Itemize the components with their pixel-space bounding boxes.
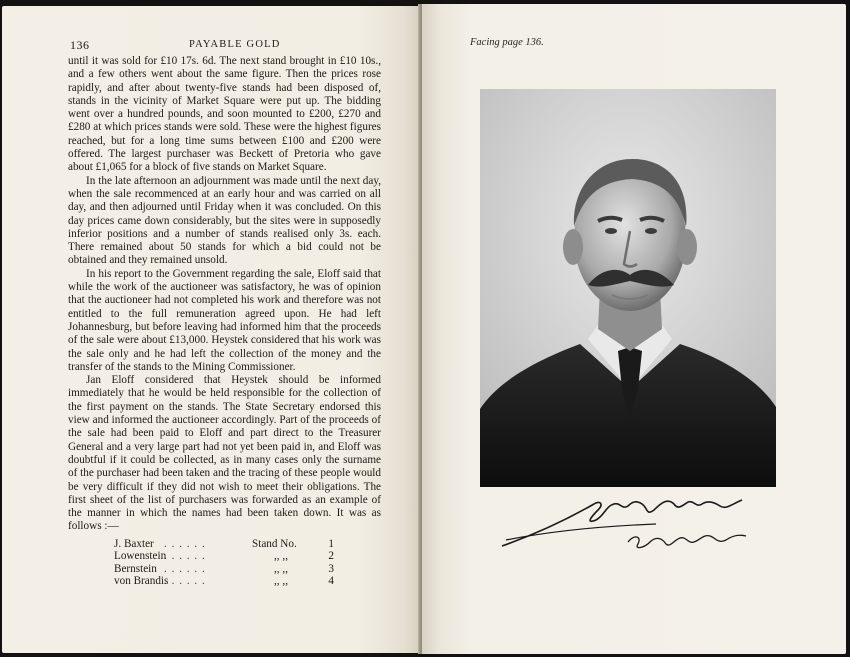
stand-number: 1 — [328, 538, 334, 550]
stand-label: ,, ,, — [274, 562, 288, 575]
signature — [496, 490, 766, 560]
purchaser-name: Bernstein — [114, 562, 157, 575]
paragraph: In his report to the Government regarding the sale, Eloff said that while the work of the auctioneer was satisfactory, he was of opinion that the auctioneer had not completed his work and therefore was not entitled to the full remuneration agreed upon. He had left Johannesburg, but before leaving had informed him that the proceeds of the sale were about £13,000. Heystek considered that his work was the sale only and he had left the collection of the money and the transfer of the stands to the Mining Commissioner. — [68, 267, 381, 373]
list-item — [114, 575, 334, 587]
leader-dots: . . . . . . — [164, 575, 206, 588]
paragraph: until it was sold for £10 17s. 6d. The next stand brought in £10 10s., and a few others went about the same figure. Then the prices rose rapidly, and after about twenty-five stands had been disposed of, stands in the vicinity of Market Square were put up. The bidding went over a hundred pounds, and soon mounted to £200, £270 and £280 at which prices stands were sold. These were the highest figures reached, but for a long time sums between £100 and £200 were offered. The largest purchaser was Beckett of Pretoria who gave about £1,065 for a block of five stands on Market Square. — [68, 55, 381, 174]
stand-number: 4 — [328, 575, 334, 588]
portrait-photo — [480, 89, 776, 487]
list-item — [114, 550, 334, 562]
facing-caption: Facing page 136. — [470, 37, 544, 48]
purchaser-name: von Brandis — [114, 575, 169, 588]
paragraph: In the late afternoon an adjournment was made until the next day, when the sale recommenced at an early hour and was carried on all day, and then adjourned until Friday when it was concluded. On this day prices came down considerably, but the sites were in supposedly inferior positions and a number of stands realised only 3s. each. There remained about 50 stands for which a bid could not be obtained and they remained unsold. — [68, 174, 381, 267]
purchaser-name: J. Baxter — [114, 538, 154, 550]
stand-label: Stand No. — [252, 538, 297, 550]
stand-number: 3 — [328, 562, 334, 575]
purchaser-list — [114, 538, 334, 588]
portrait-illustration — [480, 89, 776, 487]
stand-label: ,, ,, — [274, 550, 288, 563]
paragraph: Jan Eloff considered that Heystek should be informed immediately that he would be held responsible for the collection of the first payment on the stands. The State Secretary endorsed this view and informed the auctioneer accordingly. Part of the proceeds of the sale had been paid to Eloff and part direct to the Treasurer General and a very large part had not yet been paid in, and Eloff was doubtful if it could be collected, as in many cases only the surname of the purchaser had been taken and the tracing of these people would be very difficult if they did not wish to meet their obligations. The first sheet of the list of purchasers was forwarded as an example of the manner in which the names had been taken down. It was as follows :— — [68, 374, 381, 533]
page-number: 136 — [70, 38, 90, 52]
stand-label: ,, ,, — [274, 575, 288, 588]
list-item — [114, 563, 334, 575]
body-text — [68, 55, 381, 534]
leader-dots: . . . . . . — [164, 550, 206, 563]
running-head: PAYABLE GOLD — [189, 39, 281, 50]
stand-number: 2 — [328, 550, 334, 563]
list-item — [114, 538, 334, 550]
leader-dots: . . . . . . — [164, 538, 206, 550]
handwritten-signature — [496, 490, 766, 560]
purchaser-name: Lowenstein — [114, 550, 167, 563]
leader-dots: . . . . . . — [164, 562, 206, 575]
